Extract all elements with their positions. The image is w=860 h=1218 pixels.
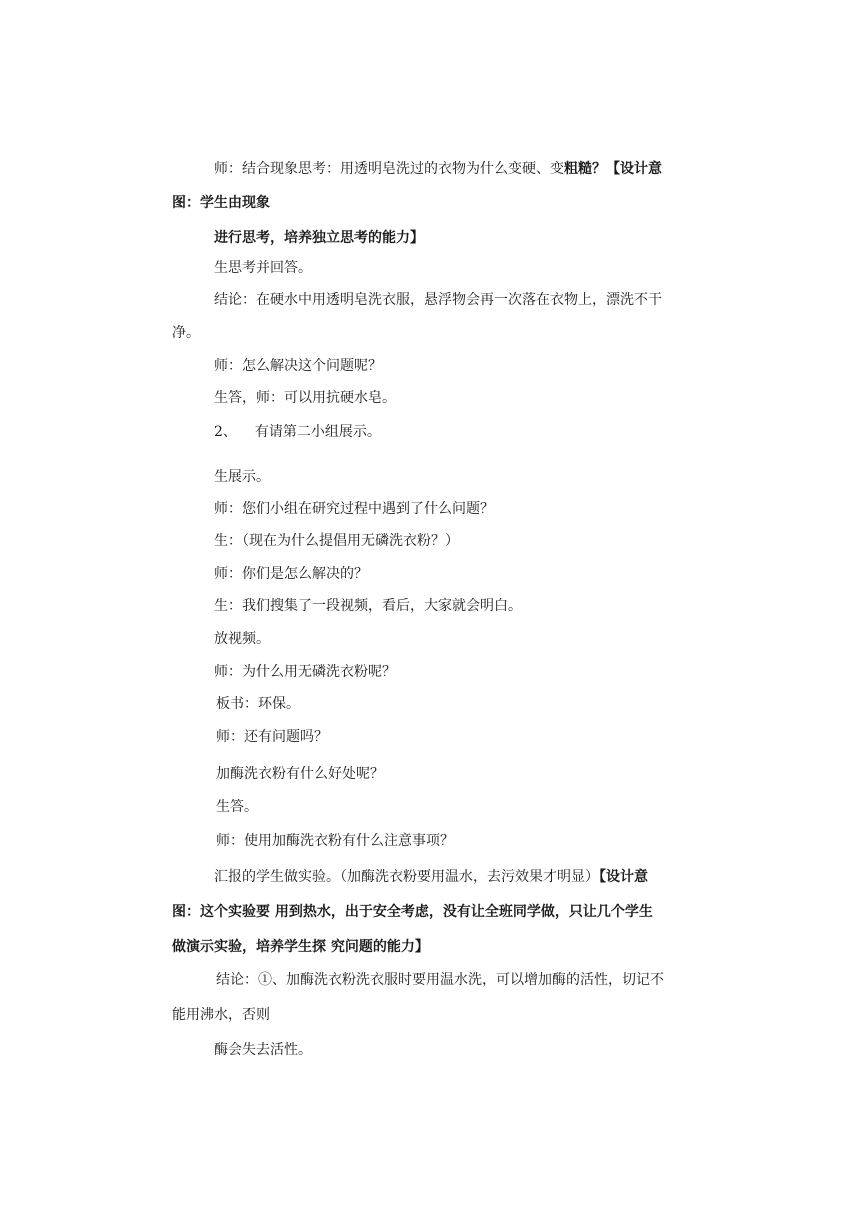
design-intent-bold: 图：学生由现象 — [172, 195, 270, 211]
paragraph: 板书：环保。 — [216, 696, 300, 712]
paragraph: 师：使用加酶洗衣粉有什么注意事项？ — [216, 833, 454, 849]
paragraph: 师：为什么用无磷洗衣粉呢？ — [214, 664, 396, 680]
paragraph: 师：还有问题吗？ — [216, 729, 328, 745]
conclusion-line: 净。 — [172, 325, 200, 341]
paragraph: 生：（现在为什么提倡用无磷洗衣粉？） — [214, 533, 459, 549]
numbered-item — [214, 422, 381, 442]
design-intent-line — [172, 937, 429, 957]
conclusion-line: 能用沸水，否则 — [172, 1007, 270, 1023]
paragraph: 放视频。 — [214, 631, 270, 647]
paragraph: 生展示。 — [214, 469, 270, 485]
paragraph: 加酶洗衣粉有什么好处呢？ — [216, 766, 384, 782]
paragraph: 师：怎么解决这个问题呢？ — [214, 358, 382, 374]
design-intent-bold: 做演示实验，培养学生探 究问题的能力】 — [172, 939, 429, 955]
design-intent-line — [172, 193, 270, 213]
design-intent-line — [214, 228, 424, 248]
paragraph: 生：我们搜集了一段视频，看后，大家就会明白。 — [214, 598, 522, 614]
paragraph-teacher-question — [214, 159, 662, 179]
design-intent-bold: 图：这个实验要 用到热水，出于安全考虑，没有让全班同学做，只让几个学生 — [172, 904, 653, 920]
paragraph-text: 汇报的学生做实验。（加酶洗衣粉要用温水，去污效果才明显） — [214, 869, 599, 885]
item-text: 有请第二小组展示。 — [254, 424, 381, 440]
conclusion-line: 结论：①、加酶洗衣粉洗衣服时要用温水洗，可以增加酶的活性，切记不 — [216, 972, 664, 988]
paragraph-text: 师：结合现象思考：用透明皂洗过的衣物为什么变硬、变 — [214, 161, 564, 177]
paragraph: 生思考并回答。 — [214, 260, 312, 276]
paragraph: 生答，师：可以用抗硬水皂。 — [214, 390, 396, 406]
design-intent-bold: 【设计意 — [599, 869, 648, 885]
design-intent-line — [172, 902, 653, 922]
conclusion-line: 酶会失去活性。 — [214, 1042, 312, 1058]
design-intent-bold: 粗糙？【设计意 — [564, 161, 662, 177]
paragraph: 生答。 — [216, 799, 258, 815]
item-number: 2、 — [214, 424, 237, 440]
design-intent-bold: 进行思考，培养独立思考的能力】 — [214, 230, 424, 246]
paragraph-experiment — [214, 867, 648, 887]
conclusion-line: 结论：在硬水中用透明皂洗衣服，悬浮物会再一次落在衣物上，漂洗不干 — [214, 292, 662, 308]
paragraph: 师：您们小组在研究过程中遇到了什么问题？ — [214, 501, 494, 517]
paragraph: 师：你们是怎么解决的？ — [214, 566, 368, 582]
